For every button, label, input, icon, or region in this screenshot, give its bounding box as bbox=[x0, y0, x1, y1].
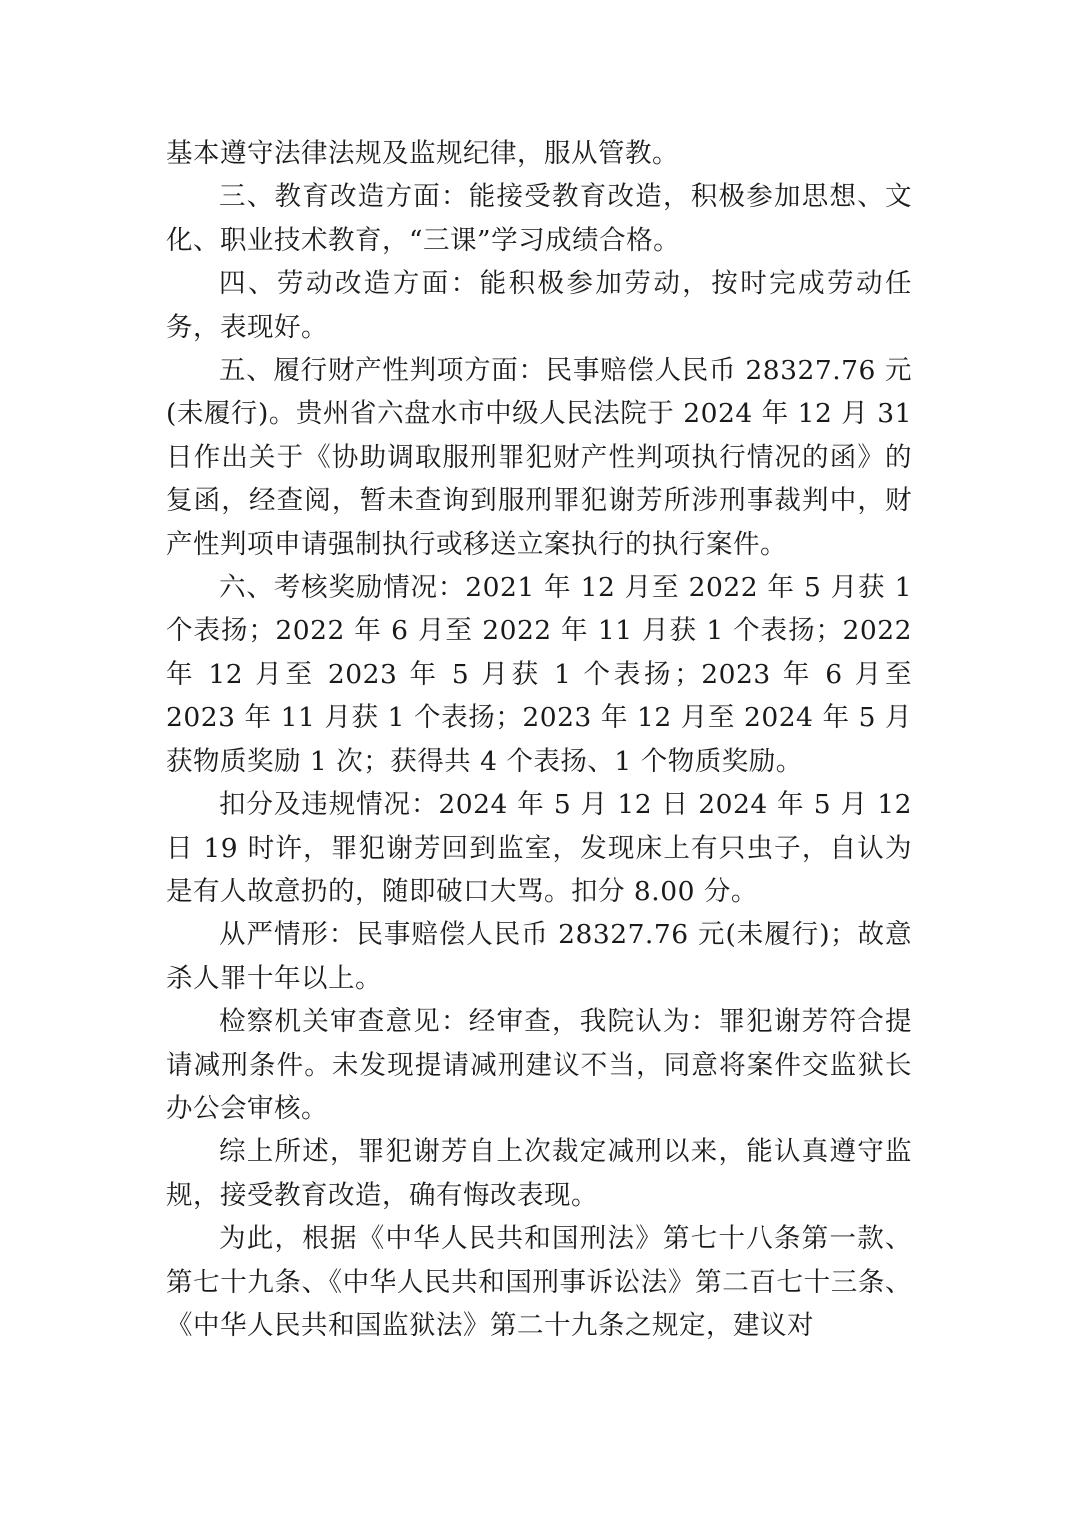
paragraph-labor-reform: 四、劳动改造方面：能积极参加劳动，按时完成劳动任务，表现好。 bbox=[166, 268, 912, 343]
paragraph-legal-basis: 为此，根据《中华人民共和国刑法》第七十八条第一款、第七十九条、《中华人民共和国刑事诉讼法》第二百七十三条、《中华人民共和国监狱法》第二十九条之规定，建议对 bbox=[166, 1223, 912, 1341]
paragraph-assessment-rewards: 六、考核奖励情况：2021 年 12 月至 2022 年 5 月获 1 个表扬；2022 年 6 月至 2022 年 11 月获 1 个表扬；2022 年 12 月至 2023 年 5 月获 1 个表扬；2023 年 6 月至 2023 年 11 月获 1 个表扬；2023 年 12 月至 2024 年 5 月获物质奖励 1 次；获得共 4 个表扬、1 个物质奖励。 bbox=[166, 572, 912, 777]
paragraph-property-judgment: 五、履行财产性判项方面：民事赔偿人民币 28327.76 元(未履行)。贵州省六盘水市中级人民法院于 2024 年 12 月 31 日作出关于《协助调取服刑罪犯财产性判项执行情况的函》的复函，经查阅，暂未查询到服刑罪犯谢芳所涉刑事裁判中，财产性判项申请强制执行或移送立案执行的执行案件。 bbox=[166, 355, 912, 560]
paragraph-procuratorate-opinion: 检察机关审查意见：经审查，我院认为：罪犯谢芳符合提请减刑条件。未发现提请减刑建议不当，同意将案件交监狱长办公会审核。 bbox=[166, 1006, 912, 1124]
document-body bbox=[166, 132, 912, 1347]
paragraph-strict-circumstances: 从严情形：民事赔偿人民币 28327.76 元(未履行)；故意杀人罪十年以上。 bbox=[166, 919, 912, 994]
paragraph-discipline-continued: 基本遵守法律法规及监规纪律，服从管教。 bbox=[166, 138, 679, 169]
paragraph-deductions-violations: 扣分及违规情况：2024 年 5 月 12 日 2024 年 5 月 12 日 19 时许，罪犯谢芳回到监室，发现床上有只虫子，自认为是有人故意扔的，随即破口大骂。扣分 8.00 分。 bbox=[166, 789, 912, 907]
paragraph-education-reform: 三、教育改造方面：能接受教育改造，积极参加思想、文化、职业技术教育，“三课”学习成绩合格。 bbox=[166, 181, 912, 256]
paragraph-summary: 综上所述，罪犯谢芳自上次裁定减刑以来，能认真遵守监规，接受教育改造，确有悔改表现。 bbox=[166, 1136, 912, 1211]
